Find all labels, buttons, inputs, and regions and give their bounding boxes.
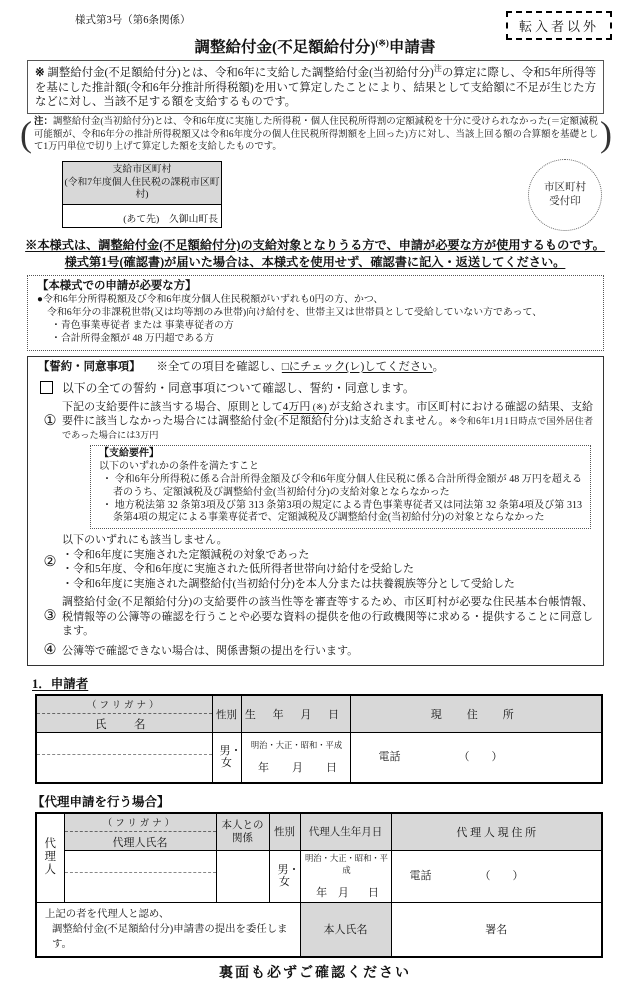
proxy-name-header-cell — [64, 813, 216, 851]
name-label: 氏 名 — [95, 719, 154, 732]
item2-bullet1: ・令和6年度に実施された定額減税の対象であった — [62, 548, 310, 561]
form-number: 様式第3号（第6条関係） — [75, 15, 191, 26]
address-input-cell[interactable] — [350, 733, 602, 783]
amount-note: (※) — [310, 401, 329, 412]
applicant-input-row — [36, 733, 602, 783]
agreement-label: 以下の全ての誓約・同意事項について確認し、誓約・同意します。 — [62, 380, 415, 395]
eligibility-bullet1: ・青色事業専従者 または 事業専従者の方 — [51, 320, 234, 332]
proxy-input-row — [36, 850, 602, 902]
requirements-bullet1: ・ 令和6年分所得税に係る合計所得金額及び令和6年度分個人住民税に係る合計所得金額が 48 万円を超える者のうち、定額減税及び調整給付金(当初給付分)の支給対象とならなかった — [102, 474, 582, 498]
item1-small-note: ※令和6年1月1日時点で国外居住者であった場合には3万円 — [62, 415, 594, 441]
proxy-furigana-label: （フリガナ） — [65, 814, 216, 832]
birthdate-header: 生 年 月 日 — [241, 695, 350, 733]
pledge-heading — [38, 360, 593, 375]
signature-label: 署名 — [485, 924, 508, 937]
close-paren: ) — [600, 114, 612, 155]
item1-text — [62, 400, 593, 443]
item2-number: ② — [43, 553, 57, 570]
proxy-furigana-divider — [65, 872, 216, 873]
proxy-phone-line — [392, 867, 602, 886]
item1-amount — [283, 401, 329, 414]
furigana-divider — [37, 754, 212, 755]
birthdate-input-cell[interactable] — [241, 733, 350, 783]
ymd-labels: 年 月 日 — [258, 762, 343, 775]
pledge-note-underline: □にチェック(レ)してください — [281, 360, 433, 373]
furigana-label: （フリガナ） — [37, 696, 212, 714]
phone-line — [351, 748, 602, 767]
name-header-cell — [36, 695, 212, 733]
recipient-line2: (令和7年度個人住民税の課税市区町村) — [64, 176, 220, 201]
agreement-check-row — [38, 379, 593, 396]
top-bar — [0, 10, 630, 34]
delegation-statement-cell — [36, 902, 300, 957]
def-text-2: の算定に際し、令和5年所得等を基にした推計額(令和6年分推計所得税額)を用いて算定したことにより、結果として支給額に不足が生じた方などに対し、当該不足する額を支給するものです。 — [35, 66, 597, 109]
item4-number: ④ — [43, 642, 57, 659]
recipient-line1: 支給市区町村 — [112, 163, 172, 175]
usage-instructions — [0, 237, 630, 272]
open-paren: ( — [20, 114, 32, 155]
note-label: 注： — [34, 117, 53, 128]
def-marker: ※ — [35, 66, 48, 79]
eligibility-line2: 令和6年分の非課税世帯(又は均等割のみ世帯)向け給付を、世帯主又は世帯員として受給していない方であって、 — [47, 307, 543, 319]
footer-reminder: 裏面も必ずご確認ください — [219, 965, 411, 981]
requirements-title: 【支給要件】 — [99, 448, 159, 460]
requirements-intro: 以下のいずれかの条件を満たすこと — [99, 461, 259, 473]
item1-number: ① — [43, 412, 57, 429]
name-input-cell[interactable] — [36, 733, 212, 783]
item3-text: 調整給付金(不足額給付分)の支給要件の該当性等を審査等するため、市区町村が必要な住民基本台帳情報、税情報等の公簿等の確認を行うことや必要な資料の提供を他の行政機関等に求める・提供することに同意します。 — [62, 596, 593, 637]
item1-post: が支給されます。市区町村における確認の結果、支給要件に該当しなかった場合には調整給付金(不足額給付分)は支給されません。 — [62, 400, 594, 427]
pledge-item-4 — [38, 642, 593, 659]
proxy-name-input-cell[interactable] — [64, 850, 216, 902]
proxy-table — [35, 812, 603, 958]
recipient-municipality-box — [62, 161, 222, 228]
pledge-box — [27, 356, 604, 666]
recipient-row — [62, 161, 630, 233]
stamp-line1: 市区町村 — [544, 181, 586, 193]
proxy-section-heading: 【代理申請を行う場合】 — [32, 794, 170, 809]
relation-line2: 関係 — [232, 832, 253, 844]
note-text — [32, 115, 600, 155]
proxy-header-row — [36, 813, 602, 851]
proxy-birthdate-input-cell[interactable] — [300, 850, 391, 902]
gender-header: 性別 — [212, 695, 241, 733]
era-options[interactable]: 明治・大正・昭和・平成 — [250, 741, 343, 751]
proxy-phone-paren: （ ） — [479, 869, 524, 882]
payment-requirements-box — [90, 445, 591, 529]
usage-line1: ※本様式は、調整給付金(不足額給付分)の支給対象となりうる方で、申請が必要な方が使用するものです。 — [25, 237, 605, 252]
title-main: 調整給付金(不足額給付分) — [194, 39, 376, 56]
eligibility-line1: ●令和6年分所得税額及び令和6年度分個人住民税額がいずれも0円の方、かつ、 — [37, 294, 384, 306]
applicant-section-heading: 1．申請者 — [32, 677, 89, 692]
proxy-birthdate-header: 代理人生年月日 — [300, 813, 391, 851]
eligibility-title: 【本様式での申請が必要な方】 — [37, 280, 197, 293]
proxy-side-label-cell — [36, 813, 64, 903]
item2-bullet2: ・令和5年度、令和6年度に実施された低所得者世帯向け給付を受給した — [62, 563, 414, 576]
item2-bullet3: ・令和6年度に実施された調整給付(当初給付分)を本人分または扶養親族等分として受給した — [62, 577, 515, 590]
address-header: 現 住 所 — [350, 695, 602, 733]
requirements-bullet2: ・ 地方税法第 32 条第3項及び第 313 条第3項の規定による青色事業専従者又は同法第 32 条第4項及び第 313 条第4項の規定による事業専従者で、定額減税及び調整給付金(当初給付分)の対象とならなかった — [102, 499, 582, 524]
delegation-line1: 上記の者を代理人と認め、 — [45, 908, 170, 920]
initial-benefit-note — [20, 115, 612, 155]
proxy-gender-options[interactable]: 男・女 — [277, 863, 300, 889]
item3-number: ③ — [43, 608, 57, 625]
pledge-note-pre: ※全ての項目を確認し、 — [156, 360, 282, 373]
applicant-header-row — [36, 695, 602, 733]
amount: 4万円 — [282, 400, 311, 413]
gender-select-cell[interactable] — [212, 733, 241, 783]
relation-input-cell[interactable] — [216, 850, 269, 902]
principal-name-label: 本人氏名 — [300, 902, 391, 957]
proxy-gender-select-cell[interactable] — [269, 850, 300, 902]
stamp-line2: 受付印 — [549, 195, 581, 207]
proxy-address-header: 代 理 人 現 住 所 — [391, 813, 602, 851]
delegation-row — [36, 902, 602, 957]
relation-header — [216, 813, 269, 851]
item4-text: 公簿等で確認できない場合は、関係書類の提出を行います。 — [62, 644, 359, 657]
proxy-name-label: 代理人氏名 — [112, 836, 168, 849]
proxy-ymd-labels: 年 月 日 — [316, 887, 383, 900]
proxy-era-options[interactable]: 明治・大正・昭和・平成 — [305, 854, 388, 876]
relation-line1: 本人との — [221, 819, 264, 831]
applicant-table — [35, 694, 603, 784]
pledge-item-1 — [38, 400, 593, 443]
addressee: (あて先) 久御山町長 — [123, 213, 218, 225]
item2-text — [62, 533, 593, 591]
title-sup: (※) — [375, 37, 389, 48]
pledge-note-post: 。 — [432, 360, 445, 373]
def-text-1: 調整給付金(不足額給付分)とは、令和6年に支給した調整給付金(当初給付分) — [47, 66, 434, 79]
title-suffix: 申請書 — [388, 39, 436, 56]
signature-input-cell[interactable] — [391, 902, 602, 957]
proxy-side-label: 代理人 — [44, 838, 56, 877]
delegation-line2: 調整給付金(不足額給付分)申請書の提出を委任します。 — [52, 923, 288, 950]
eligibility-box — [27, 275, 604, 350]
proxy-phone-label: 電話 — [409, 869, 432, 882]
item1-pre: 下記の支給要件に該当する場合、原則として — [62, 400, 283, 413]
agreement-checkbox[interactable] — [40, 381, 53, 394]
definition-box — [27, 60, 604, 114]
item2-intro: 以下のいずれにも該当しません。 — [62, 534, 228, 547]
recipient-header — [63, 162, 221, 205]
gender-options[interactable]: 男・女 — [219, 745, 242, 770]
non-transferee-tag: 転入者以外 — [506, 11, 612, 40]
pledge-heading-label: 【誓約・同意事項】 — [38, 360, 141, 373]
pledge-heading-note — [157, 361, 445, 373]
pledge-item-2 — [38, 533, 593, 591]
def-sup: 注 — [433, 64, 442, 73]
receipt-stamp-circle — [528, 159, 602, 231]
phone-label: 電話 — [378, 750, 401, 763]
usage-line2: 様式第1号(確認書)が届いた場合は、本様式を使用せず、確認書に記入・返送してください。 — [64, 255, 566, 270]
proxy-gender-header: 性別 — [269, 813, 300, 851]
note-body: 調整給付金(当初給付分)とは、令和6年度に実施した所得税・個人住民税所得割の定額減税を十分に受けられなかった(＝定額減税可能額が、令和6年分の推計所得税額又は令和6年度分の個人住民税所得割額を上回った)方に対し、当該上回る額の合算額を基礎として1万円単位で切り上げて算定した額を支給したものです。 — [34, 117, 598, 153]
proxy-address-input-cell[interactable] — [391, 850, 602, 902]
phone-paren: （ ） — [458, 750, 503, 763]
pledge-item-3 — [38, 595, 593, 638]
eligibility-bullet2: ・合計所得金額が 48 万円超である方 — [51, 332, 214, 344]
